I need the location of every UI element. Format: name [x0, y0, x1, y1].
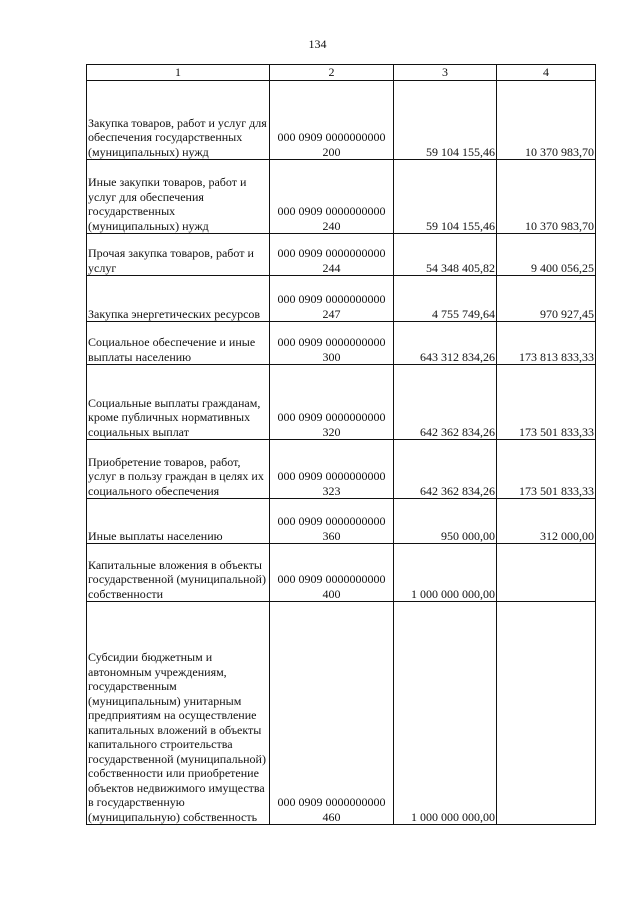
row-code	[270, 499, 394, 544]
code-type: 200	[322, 144, 341, 159]
code-prefix: 000 0909 0000000000	[277, 795, 386, 809]
row-name: Капитальные вложения в объекты государственной (муниципальной) собственности	[87, 544, 270, 602]
column-header-4: 4	[497, 65, 596, 81]
code-type: 300	[322, 349, 341, 364]
row-name: Социальное обеспечение и иные выплаты населению	[87, 322, 270, 365]
code-prefix: 000 0909 0000000000	[277, 469, 386, 483]
row-value-2: 173 501 833,33	[497, 365, 596, 440]
row-code	[270, 234, 394, 276]
table-row	[87, 322, 596, 365]
row-value-1: 1 000 000 000,00	[394, 602, 497, 825]
table-row	[87, 602, 596, 825]
row-name: Закупка энергетических ресурсов	[87, 276, 270, 322]
column-header-1: 1	[87, 65, 270, 81]
row-name: Иные выплаты населению	[87, 499, 270, 544]
code-prefix: 000 0909 0000000000	[277, 410, 386, 424]
row-value-1: 59 104 155,46	[394, 160, 497, 234]
table-row	[87, 544, 596, 602]
code-type: 400	[322, 586, 341, 601]
row-code	[270, 365, 394, 440]
row-value-1: 642 362 834,26	[394, 365, 497, 440]
row-value-1: 950 000,00	[394, 499, 497, 544]
table-row	[87, 81, 596, 160]
page-number: 134	[308, 37, 327, 51]
row-code	[270, 81, 394, 160]
row-value-2: 10 370 983,70	[497, 81, 596, 160]
code-prefix: 000 0909 0000000000	[277, 572, 386, 586]
code-prefix: 000 0909 0000000000	[277, 204, 386, 218]
table-row	[87, 499, 596, 544]
table-row	[87, 160, 596, 234]
column-header-2: 2	[270, 65, 394, 81]
code-prefix: 000 0909 0000000000	[277, 335, 386, 349]
code-prefix: 000 0909 0000000000	[277, 130, 386, 144]
row-code	[270, 440, 394, 499]
row-value-2	[497, 602, 596, 825]
budget-table	[86, 64, 596, 825]
table-row	[87, 234, 596, 276]
table-row	[87, 440, 596, 499]
row-value-1: 642 362 834,26	[394, 440, 497, 499]
table-row	[87, 365, 596, 440]
row-name: Субсидии бюджетным и автономным учреждениям, государственным (муниципальным) унитарным предприятиям на осуществление капитальных вложений в объекты капитального строительства государственной (муниципальной) собственности или приобретение объектов недвижимого имущества в государственную (муниципальную) собственность	[87, 602, 270, 825]
row-code	[270, 544, 394, 602]
row-name: Иные закупки товаров, работ и услуг для обеспечения государственных (муниципальных) нужд	[87, 160, 270, 234]
row-value-2: 10 370 983,70	[497, 160, 596, 234]
row-value-2: 9 400 056,25	[497, 234, 596, 276]
row-value-2	[497, 544, 596, 602]
code-type: 360	[322, 528, 341, 543]
row-code	[270, 276, 394, 322]
code-type: 320	[322, 424, 341, 439]
column-header-3: 3	[394, 65, 497, 81]
code-type: 247	[322, 306, 341, 321]
row-value-2: 970 927,45	[497, 276, 596, 322]
row-value-1: 54 348 405,82	[394, 234, 497, 276]
row-value-2: 173 813 833,33	[497, 322, 596, 365]
code-prefix: 000 0909 0000000000	[277, 514, 386, 528]
table-header-row	[87, 65, 596, 81]
code-type: 244	[322, 260, 341, 275]
row-code	[270, 322, 394, 365]
row-value-2: 173 501 833,33	[497, 440, 596, 499]
row-value-2: 312 000,00	[497, 499, 596, 544]
row-name: Закупка товаров, работ и услуг для обеспечения государственных (муниципальных) нужд	[87, 81, 270, 160]
row-name: Приобретение товаров, работ, услуг в пользу граждан в целях их социального обеспечения	[87, 440, 270, 499]
row-value-1: 643 312 834,26	[394, 322, 497, 365]
code-type: 240	[322, 218, 341, 233]
code-prefix: 000 0909 0000000000	[277, 246, 386, 260]
code-type: 323	[322, 483, 341, 498]
code-type: 460	[322, 809, 341, 824]
row-value-1: 1 000 000 000,00	[394, 544, 497, 602]
row-name: Социальные выплаты гражданам, кроме публичных нормативных социальных выплат	[87, 365, 270, 440]
table-row	[87, 276, 596, 322]
row-value-1: 59 104 155,46	[394, 81, 497, 160]
row-code	[270, 602, 394, 825]
row-name: Прочая закупка товаров, работ и услуг	[87, 234, 270, 276]
code-prefix: 000 0909 0000000000	[277, 292, 386, 306]
row-value-1: 4 755 749,64	[394, 276, 497, 322]
row-code	[270, 160, 394, 234]
